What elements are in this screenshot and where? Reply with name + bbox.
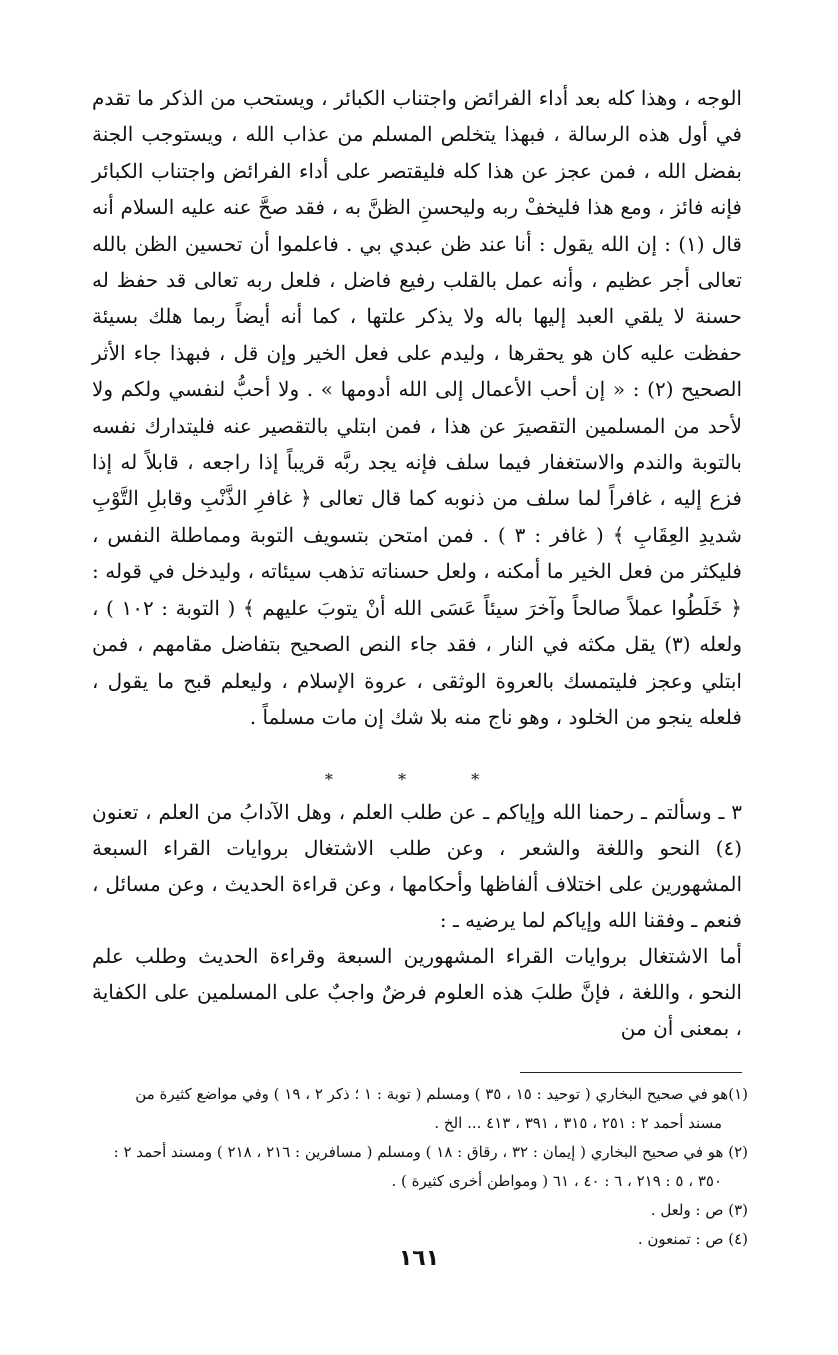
footnote-continuation: مسند أحمد ٢ : ٢٥١ ، ٣١٥ ، ٣٩١ ، ٤١٣ ... الخ . (434, 1114, 722, 1132)
footnote: (٢) هو في صحيح البخاري ( إيمان : ٣٢ ، رقاق : ١٨ ) ومسلم ( مسافرين : ٢١٦ ، ٢١٨ ) ومسند أحمد ٢ : (113, 1143, 748, 1161)
footnote: (٣) ص : ولعل . (650, 1201, 748, 1219)
section-separator: * * * (324, 770, 510, 789)
paragraph: الوجه ، وهذا كله بعد أداء الفرائض واجتناب الكبائر ، ويستحب من الذكر ما تقدم في أول هذه الرسالة ، فبهذا يتخلص المسلم من عذاب الله ، ويستوجب الجنة بفضل الله ، فمن عجز عن هذا كله فليقتصر على أداء الفرائض واجتناب الكبائر فإنه فائز ، ومع هذا فليخفْ ربه وليحسنِ الظنَّ به ، فقد صحَّ عنه عليه السلام أنه قال (١) : إن الله يقول : أنا عند ظن عبدي بي . فاعلموا أن تحسين الظن بالله تعالى أجر عظيم ، وأنه عمل بالقلب رفيع فاضل ، فلعل ربه تعالى قد حفظ له حسنة لا يلقي العبد إليها باله ولا يذكر علتها ، كما أنه أيضاً ربما هلك بسيئة حفظت عليه كان هو يحقرها ، وليدم على فعل الخير وإن قل ، فبهذا جاء الأثر الصحيح (٢) : « إن أحب الأعمال إلى الله أدومها » . ولا أحبُّ لنفسي ولكم ولا لأحد من المسلمين التقصيرَ عن هذا ، فمن ابتلي بالتقصير عنه فليتدارك نفسه بالتوبة والندم والاستغفار فيما سلف فإنه يجد ربَّه قريباً إذا راجعه ، قابلاً له إذا فزع إليه ، غافراً لما سلف من ذنوبه كما قال تعالى ﴿ غافرِ الذَّنْبِ وقابلِ التَّوْبِ شديدِ العِقَابِ ﴾ ( غافر : ٣ ) . فمن امتحن بتسويف التوبة ومماطلة النفس ، فليكثر من فعل الخير ما أمكنه ، ولعل حسناته تذهب سيئاته ، وليدخل في قوله : ﴿ خَلَطُوا عملاً صالحاً وآخرَ سيئاً عَسَى الله أنْ يتوبَ عليهم ﴾ ( التوبة : ١٠٢ ) ، ولعله (٣) يقل مكثه في النار ، فقد جاء النص الصحيح بتفاضل مقامهم ، فمن ابتلي وعجز فليتمسك بالعروة الوثقى ، عروة الإسلام ، وليعلم قبح ما يقول ، فلعله ينجو من الخلود ، وهو ناج منه بلا شك إن مات مسلماً . (92, 86, 743, 729)
page-number: ١٦١ (398, 1246, 440, 1271)
section-text-block (92, 794, 742, 1046)
paragraph: ٣ ـ وسألتم ـ رحمنا الله وإياكم ـ عن طلب العلم ، وهل الآدابُ من العلم ، تعنون (٤) النحو واللغة والشعر ، وعن طلب الاشتغال بروايات القراء السبعة المشهورين على اختلاف ألفاظها وأحكامها ، وعن قراءة الحديث ، وعن مسائل ، فنعم ـ وفقنا الله وإياكم لما يرضيه ـ : (92, 800, 742, 932)
footnotes (88, 1080, 748, 1254)
footnote-continuation: ٣٥٠ ، ٥ : ٢١٩ ، ٦ : ٤٠ ، ٦١ ( ومواطن أخرى كثيرة ) . (391, 1172, 722, 1190)
footnote: (١)هو في صحيح البخاري ( توحيد : ١٥ ، ٣٥ ) ومسلم ( توبة : ١ ؛ ذكر ٢ ، ١٩ ) وفي مواضع كثيرة من (135, 1085, 748, 1103)
footnote: (٤) ص : تمنعون . (637, 1230, 748, 1248)
footnote-rule (520, 1072, 742, 1073)
main-text-block (92, 80, 742, 735)
paragraph: أما الاشتغال بروايات القراء المشهورين السبعة وقراءة الحديث وطلب علم النحو ، واللغة ، فإنَّ طلبَ هذه العلوم فرضٌ واجبٌ على المسلمين على الكفاية ، بمعنى أن من (92, 944, 742, 1040)
